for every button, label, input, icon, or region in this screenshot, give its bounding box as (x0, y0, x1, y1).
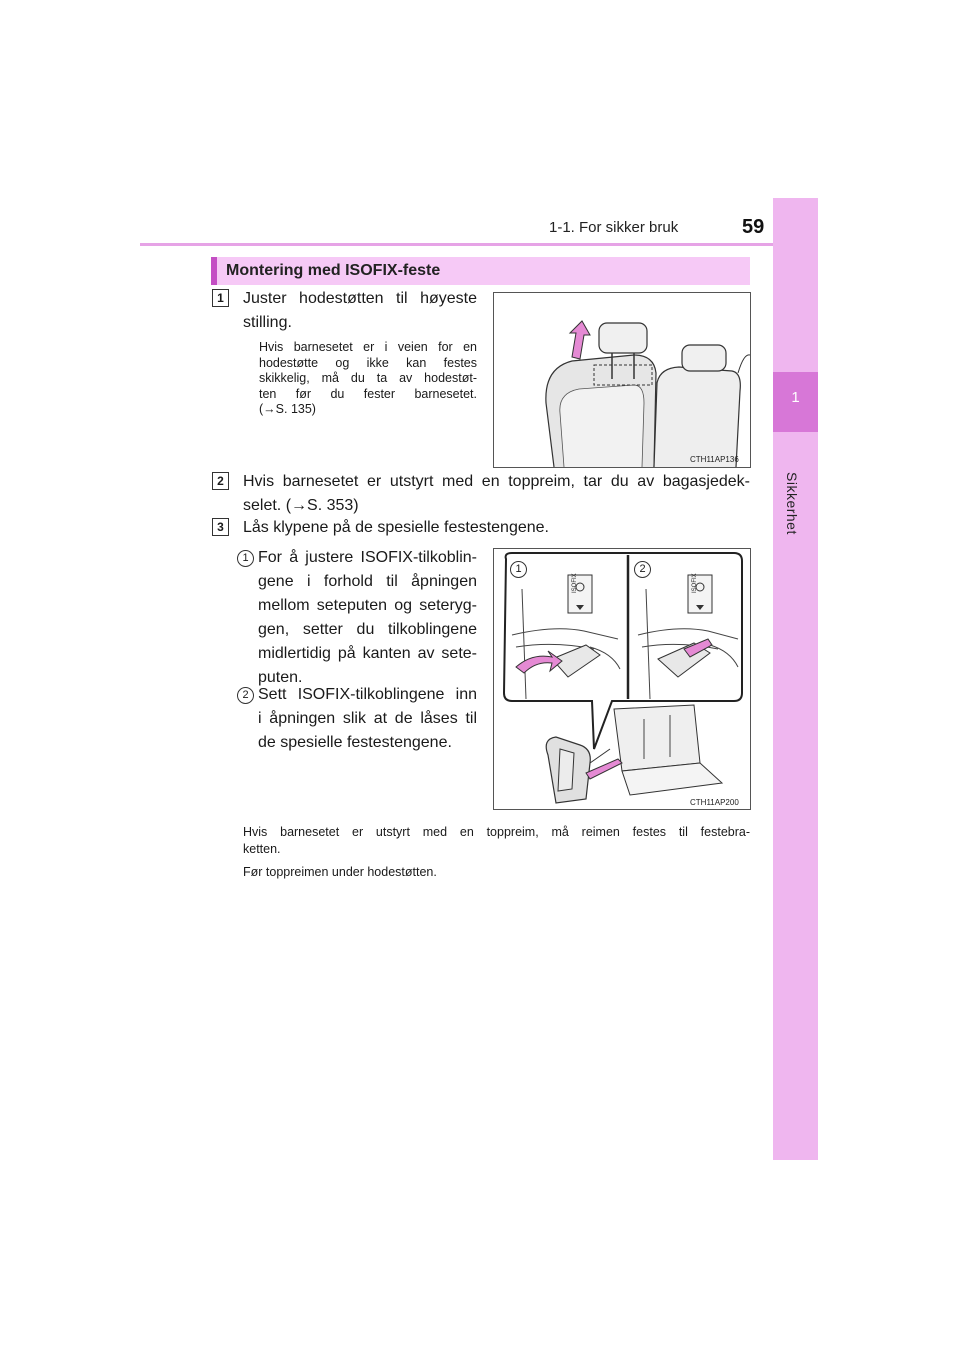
chapter-tab[interactable] (773, 198, 818, 1160)
step-number-1: 1 (212, 289, 229, 307)
step-1-line-2: stilling. (243, 314, 292, 331)
headrest-figure (493, 292, 751, 468)
header-section-title: 1-1. For sikker bruk (549, 219, 679, 236)
headrest-illustration (494, 293, 750, 467)
page-number: 59 (742, 216, 765, 238)
section-heading: Montering med ISOFIX-feste (226, 262, 441, 279)
step-number-3: 3 (212, 518, 229, 536)
section-heading-accent (211, 257, 217, 285)
substep-1-line: gen, setter du tilkoblingene (258, 621, 477, 638)
isofix-tag-2: ISOFIX (692, 573, 698, 593)
footnote-line: Før toppreimen under hodestøtten. (243, 865, 437, 879)
figure-code-2: CTH11AP200 (690, 798, 739, 807)
substep-1-line: For å justere ISOFIX-tilkoblin- (258, 549, 477, 566)
substep-2-line: i åpningen slik at de låses til (258, 710, 477, 727)
footnote-line: ketten. (243, 842, 281, 856)
isofix-illustration (494, 549, 750, 809)
step-2-line-2: selet. (→S. 353) (243, 497, 359, 514)
substep-1-line: puten. (258, 669, 303, 686)
substep-1-line: gene i forhold til åpningen (258, 573, 477, 590)
figure-code-1: CTH11AP136 (690, 455, 739, 464)
step-1-line-1: Juster hodestøtten til høyeste (243, 290, 477, 307)
header-rule (140, 243, 818, 246)
figure-callout-1: 1 (510, 561, 527, 578)
figure-callout-2: 2 (634, 561, 651, 578)
step-1-note-line: (→S. 135) (259, 402, 316, 416)
step-1-note-line: ten før du fester barnesetet. (259, 386, 477, 401)
chapter-title: Sikkerhet (784, 472, 800, 535)
substep-2-line: Sett ISOFIX-tilkoblingene inn (258, 686, 477, 703)
substep-2-line: de spesielle festestengene. (258, 734, 452, 751)
isofix-tag-1: ISOFIX (572, 573, 578, 593)
isofix-figure (493, 548, 751, 810)
substep-number-1: 1 (237, 550, 254, 567)
footnote-line: Hvis barnesetet er utstyrt med en toppreim, må reimen festes til festebra- (243, 825, 750, 839)
substep-1-line: midlertidig på kanten av sete- (258, 645, 477, 662)
step-3-text: Lås klypene på de spesielle festestengene. (243, 519, 549, 536)
step-1-note-line: skikkelig, må du ta av hodestøt- (259, 371, 477, 385)
step-number-2: 2 (212, 472, 229, 490)
step-1-note-line: Hvis barnesetet er i veien for en (259, 340, 477, 354)
substep-number-2: 2 (237, 687, 254, 704)
substep-1-line: mellom seteputen og seteryg- (258, 597, 477, 614)
step-1-note-line: hodestøtte og ikke kan festes (259, 355, 477, 370)
chapter-number: 1 (791, 389, 800, 406)
step-2-line-1: Hvis barnesetet er utstyrt med en toppreim, tar du av bagasjedek- (243, 473, 750, 490)
